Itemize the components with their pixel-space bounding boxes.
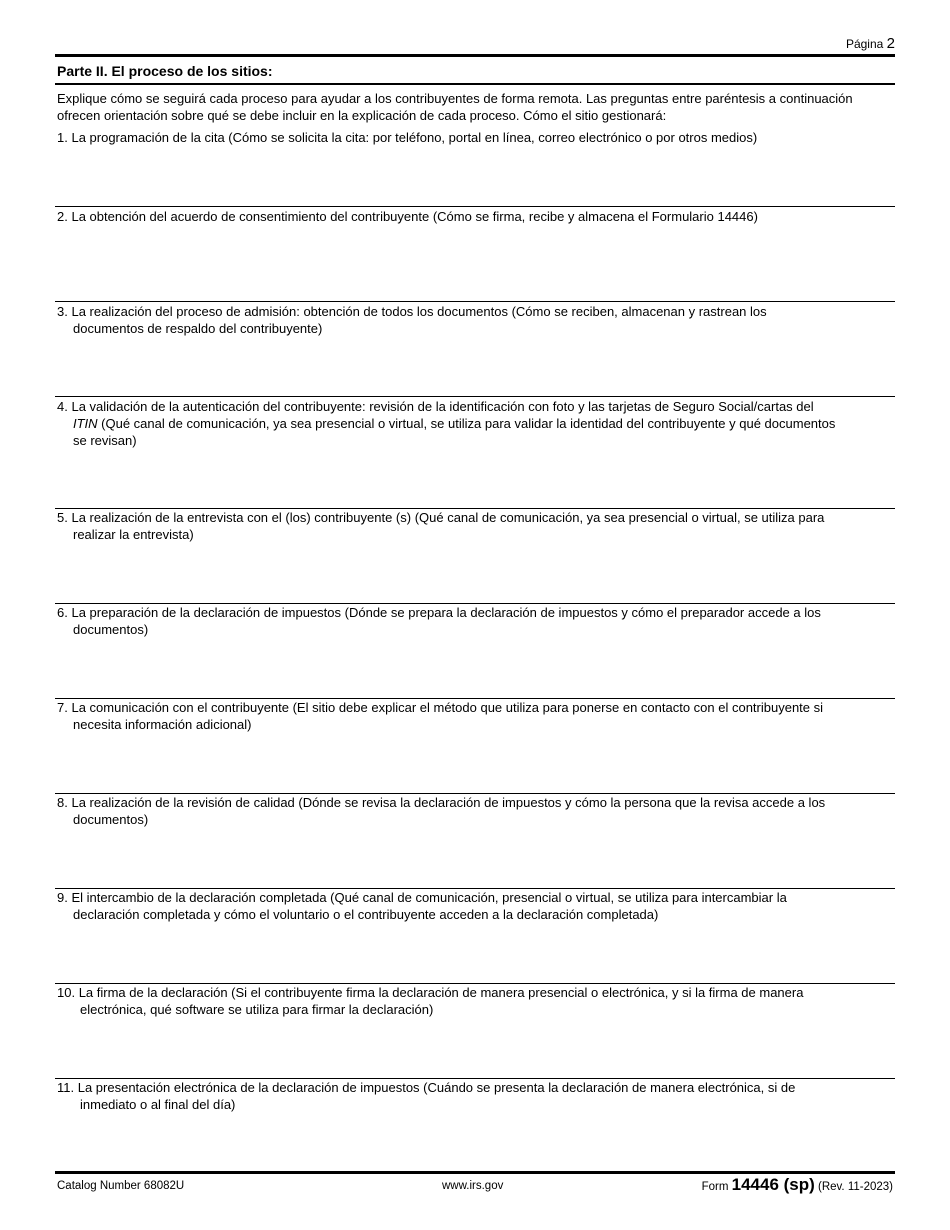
item-text-cont: documentos): [73, 812, 149, 827]
intro-text: Explique cómo se seguirá cada proceso para ayudar a los contribuyentes de forma remota. Las preguntas entre paréntesis a continuación ofrecen orientación sobre qué se debe incluir en la explicación de cada proceso. Cómo el sitio gestionará:: [57, 91, 853, 123]
item-text-cont: necesita información adicional): [73, 717, 252, 732]
page-word: Página: [845, 37, 884, 51]
item-text: La realización de la revisión de calidad (Dónde se revisa la declaración de impuestos y cómo la persona que la revisa accede a los: [71, 795, 826, 810]
item-number: 10.: [57, 985, 76, 1000]
item-9: [57, 889, 895, 923]
item-text: La realización de la entrevista con el (los) contribuyente (s) (Qué canal de comunicación, ya sea presencial o virtual, se utiliza para: [71, 510, 825, 525]
item-text: La realización del proceso de admisión: obtención de todos los documentos (Cómo se reciben, almacenan y rastrean los: [71, 304, 767, 319]
item-text: La programación de la cita (Cómo se solicita la cita: por teléfono, portal en línea, correo electrónico o por otros medios): [71, 130, 758, 145]
item-11: [57, 1079, 895, 1113]
item-text-cont: ITIN (Qué canal de comunicación, ya sea presencial o virtual, se utiliza para validar la identidad del contribuyente y qué documentos: [73, 416, 836, 431]
page-number-label: [846, 35, 895, 52]
item-2-answer-line[interactable]: [55, 301, 895, 302]
form-revision: (Rev. 11-2023): [818, 1181, 893, 1193]
item-number: 8.: [57, 795, 68, 810]
item-7: [57, 699, 895, 733]
item-text-cont: inmediato o al final del día): [80, 1097, 236, 1112]
item-3-answer-line[interactable]: [55, 396, 895, 397]
item-5: [57, 509, 895, 543]
item-number: 6.: [57, 605, 68, 620]
item-number: 1.: [57, 130, 68, 145]
item-1: [57, 129, 895, 146]
item-number: 9.: [57, 890, 68, 905]
form-identifier: [702, 1175, 893, 1195]
item-text-cont: documentos): [73, 622, 149, 637]
item-8: [57, 794, 895, 828]
item-text: El intercambio de la declaración completada (Qué canal de comunicación, presencial o virtual, se utiliza para intercambiar la: [71, 890, 787, 905]
page-number: 2: [886, 35, 895, 52]
item-text-cont: documentos de respaldo del contribuyente): [73, 321, 323, 336]
bottom-rule: [55, 1171, 895, 1174]
item-number: 2.: [57, 209, 68, 224]
item-number: 3.: [57, 304, 68, 319]
catalog-number: Catalog Number 68082U: [57, 1180, 185, 1192]
item-number: 5.: [57, 510, 68, 525]
item-10: [57, 984, 895, 1018]
item-text: La validación de la autenticación del contribuyente: revisión de la identificación con foto y las tarjetas de Seguro Social/cartas del: [71, 399, 814, 414]
item-number: 7.: [57, 700, 68, 715]
item-2: [57, 208, 895, 225]
item-1-answer-line[interactable]: [55, 206, 895, 207]
item-6: [57, 604, 895, 638]
form-word: Form: [701, 1181, 729, 1193]
item-number: 4.: [57, 399, 68, 414]
item-4: [57, 398, 895, 449]
item-text-cont: electrónica, qué software se utiliza para firmar la declaración): [80, 1002, 434, 1017]
item-3: [57, 303, 895, 337]
item-text-cont: realizar la entrevista): [73, 527, 194, 542]
item-number: 11.: [57, 1080, 75, 1095]
item-text: La presentación electrónica de la declaración de impuestos (Cuándo se presenta la declaración de manera electrónica, si de: [77, 1080, 796, 1095]
item-text: La preparación de la declaración de impuestos (Dónde se prepara la declaración de impuestos y cómo el preparador accede a los: [71, 605, 821, 620]
item-text-cont-2: se revisan): [73, 433, 137, 448]
item-text: La firma de la declaración (Si el contribuyente firma la declaración de manera presencial o electrónica, y si la firma de manera: [78, 985, 804, 1000]
item-text: La comunicación con el contribuyente (El sitio debe explicar el método que utiliza para ponerse en contacto con el contribuyente si: [71, 700, 824, 715]
itin-italic: ITIN: [73, 416, 98, 431]
website-link[interactable]: www.irs.gov: [442, 1180, 504, 1192]
item-text-cont: declaración completada y cómo el voluntario o el contribuyente acceden a la declaración completada): [73, 907, 659, 922]
form-number: 14446 (sp): [731, 1175, 815, 1194]
top-rule: [55, 54, 895, 57]
part-title-rule: [55, 83, 895, 85]
part-title: Parte II. El proceso de los sitios:: [57, 63, 273, 79]
item-text: La obtención del acuerdo de consentimiento del contribuyente (Cómo se firma, recibe y almacena el Formulario 14446): [71, 209, 758, 224]
